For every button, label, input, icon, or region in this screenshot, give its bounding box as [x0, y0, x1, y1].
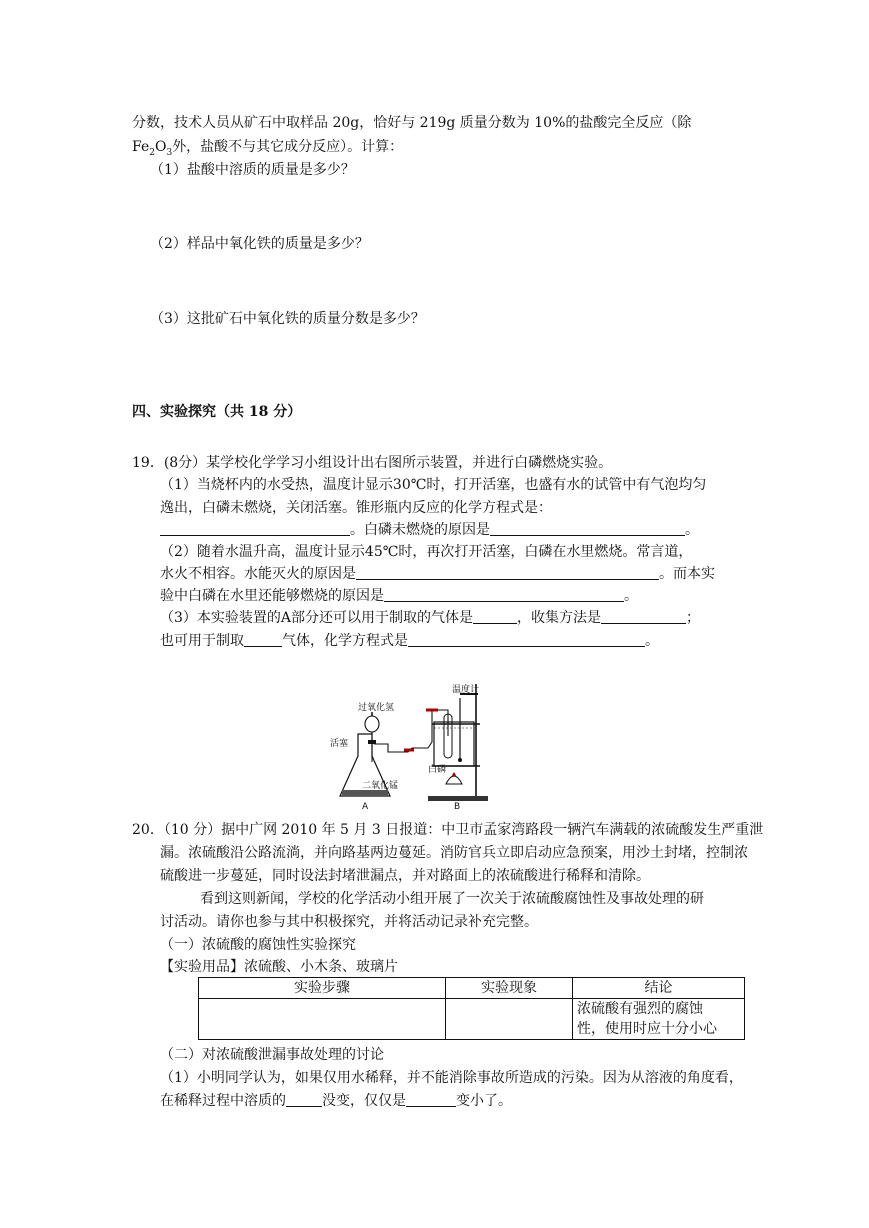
q19-line: 水火不相容。水能灭火的原因是 。而本实 [160, 566, 715, 582]
table-cell-step[interactable] [199, 999, 446, 1040]
q20-line: 在稀释过程中溶质的 没变，仅仅是 变小了。 [160, 1093, 512, 1109]
answer-blank[interactable] [406, 1092, 456, 1107]
answer-blank[interactable] [356, 565, 659, 580]
table-cell-phenomenon[interactable] [446, 999, 573, 1040]
q20-line: 硫酸进一步蔓延，同时设法封堵泄漏点，并对路面上的浓硫酸进行稀释和清除。 [160, 868, 650, 884]
q19-line: 19．(8分）某学校化学学习小组设计出右图所示装置，并进行白磷燃烧实验。 [132, 455, 613, 471]
question-2: （2）样品中氧化铁的质量是多少？ [150, 236, 369, 252]
q19-line: （3）本实验装置的A部分还可以用于制取的气体是 ，收集方法是 ； [160, 610, 701, 626]
label-a: A [362, 802, 369, 812]
table-cell-conclusion: 浓硫酸有强烈的腐蚀 性，使用时应十分小心 [573, 999, 745, 1040]
q20-line: 看到这则新闻，学校的化学活动小组开展了一次关于浓硫酸腐蚀性及事故处理的研 [200, 891, 704, 907]
answer-blank[interactable] [160, 521, 350, 536]
answer-blank[interactable] [490, 521, 685, 536]
label-valve: 活塞 [330, 739, 349, 749]
q20-line: 漏。浓硫酸沿公路流淌，并向路基两边蔓延。消防官兵立即启动应急预案，用沙土封堵，控制浓 [160, 845, 748, 861]
question-3: （3）这批矿石中氧化铁的质量分数是多少？ [150, 311, 425, 327]
table-row [199, 999, 745, 1040]
q19-line: 也可用于制取 气体，化学方程式是 。 [160, 633, 659, 649]
q19-line: 。白磷未燃烧的原因是 。 [160, 520, 699, 540]
answer-blank[interactable] [286, 1092, 322, 1107]
q20-part1-heading: （一）浓硫酸的腐蚀性实验探究 [160, 937, 356, 953]
label-thermometer: 温度计 [452, 685, 480, 695]
section-title: 四、实验探究（共 18 分） [132, 404, 302, 420]
answer-blank[interactable] [601, 609, 686, 624]
question-1: （1）盐酸中溶质的质量是多少？ [150, 162, 355, 178]
q19-line: （2）随着水温升高，温度计显示45℃时，再次打开活塞，白磷在水里燃烧。常言道， [160, 544, 693, 560]
q20-line: 讨活动。请你也参与其中积极探究，并将活动记录补充完整。 [160, 914, 538, 930]
text-line: 分数，技术人员从矿石中取样品 20g，恰好与 219g 质量分数为 10%的盐酸完全反应（除 [132, 115, 692, 131]
answer-blank[interactable] [384, 587, 624, 602]
label-white-phosphorus: 白磷 [428, 765, 447, 775]
q20-line: （1）小明同学认为，如果仅用水稀释，并不能消除事故所造成的污染。因为从溶液的角度看， [160, 1070, 743, 1086]
q20-part2-heading: （二）对浓硫酸泄漏事故处理的讨论 [160, 1047, 384, 1063]
table-header-cell: 实验现象 [446, 978, 573, 999]
answer-blank[interactable] [408, 632, 645, 647]
answer-blank[interactable] [244, 632, 282, 647]
q20-line: 20．（10 分）据中广网 2010 年 5 月 3 日报道：中卫市孟家湾路段一辆汽车满载的浓硫酸发生严重泄 [132, 822, 764, 838]
text-line: $Fe_2O_3$外，盐酸不与其它成分反应）。计算： [132, 139, 404, 158]
q19-line: 逸出，白磷未燃烧，关闭活塞。锥形瓶内反应的化学方程式是： [160, 500, 552, 516]
experiment-table [198, 977, 745, 1040]
q20-materials: 【实验用品】浓硫酸、小木条、玻璃片 [160, 959, 398, 975]
table-header-cell: 实验步骤 [199, 978, 446, 999]
table-header-cell: 结论 [573, 978, 745, 999]
label-hydrogen-peroxide: 过氧化氢 [358, 703, 395, 713]
table-header-row [199, 978, 745, 999]
answer-blank[interactable] [473, 609, 517, 624]
q19-line: 验中白磷在水里还能够燃烧的原因是 。 [160, 588, 638, 604]
q19-line: （1）当烧杯内的水受热，温度计显示30℃时，打开活塞，也盛有水的试管中有气泡均匀 [160, 477, 707, 493]
label-manganese-dioxide: 二氧化锰 [362, 781, 399, 791]
apparatus-figure [328, 676, 488, 812]
label-b: B [454, 802, 461, 812]
